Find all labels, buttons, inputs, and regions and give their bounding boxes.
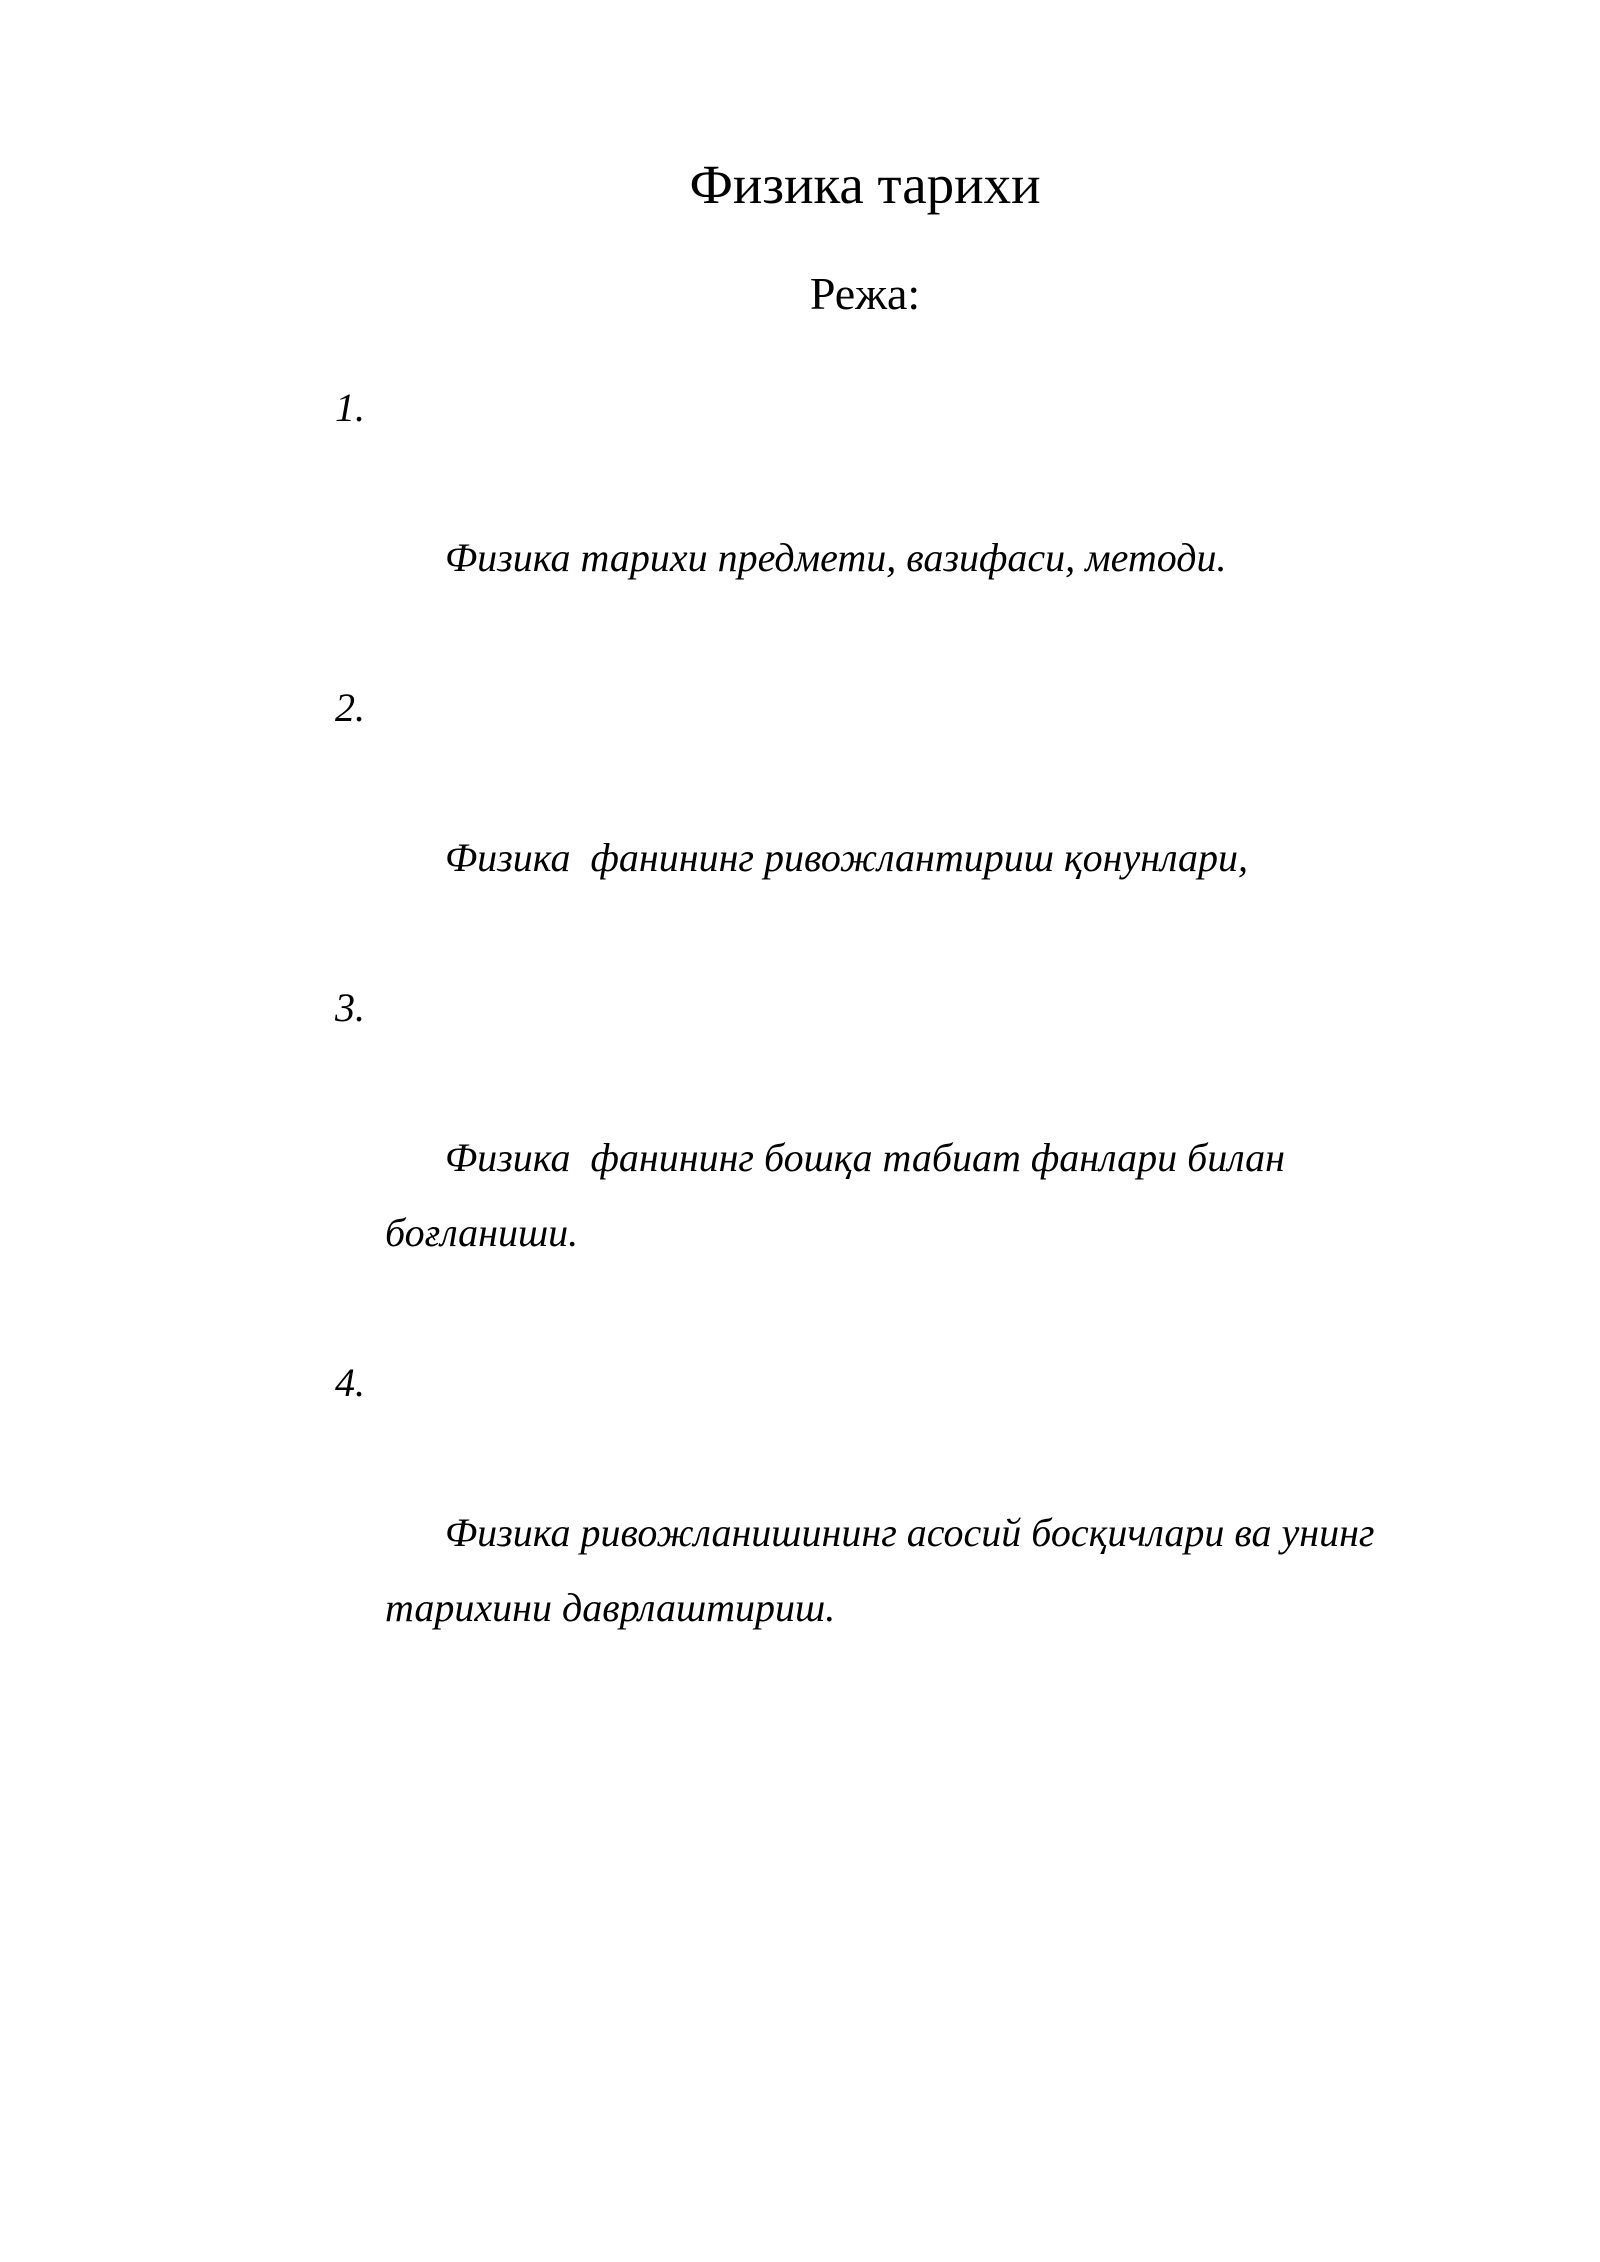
plan-item-number: 1. [335, 385, 365, 430]
plan-item-3 [335, 970, 1415, 1345]
page-title: Физика тарихи [689, 154, 1041, 215]
plan-item-2 [335, 670, 1415, 970]
plan-item-text: Физика тарихи предмети, вазифаси, методи. [445, 535, 1227, 580]
plan-item-text: Физика фанининг ривожлантириш қонунлари, [445, 835, 1249, 880]
plan-item-text: Физика фанининг бошқа табиат фанлари билан боғланиши. [385, 1135, 1295, 1255]
plan-item-number: 3. [335, 985, 365, 1030]
plan-item-number: 2. [335, 685, 365, 730]
plan-item-number: 4. [335, 1360, 365, 1405]
plan-item-text: Физика ривожланишининг асосий босқичлари ва унинг тарихини даврлаштириш. [385, 1510, 1385, 1630]
plan-item-4 [335, 1345, 1415, 1720]
plan-item-1 [335, 370, 1415, 670]
plan-list [335, 370, 1415, 1720]
plan-heading: Режа: [809, 268, 921, 319]
